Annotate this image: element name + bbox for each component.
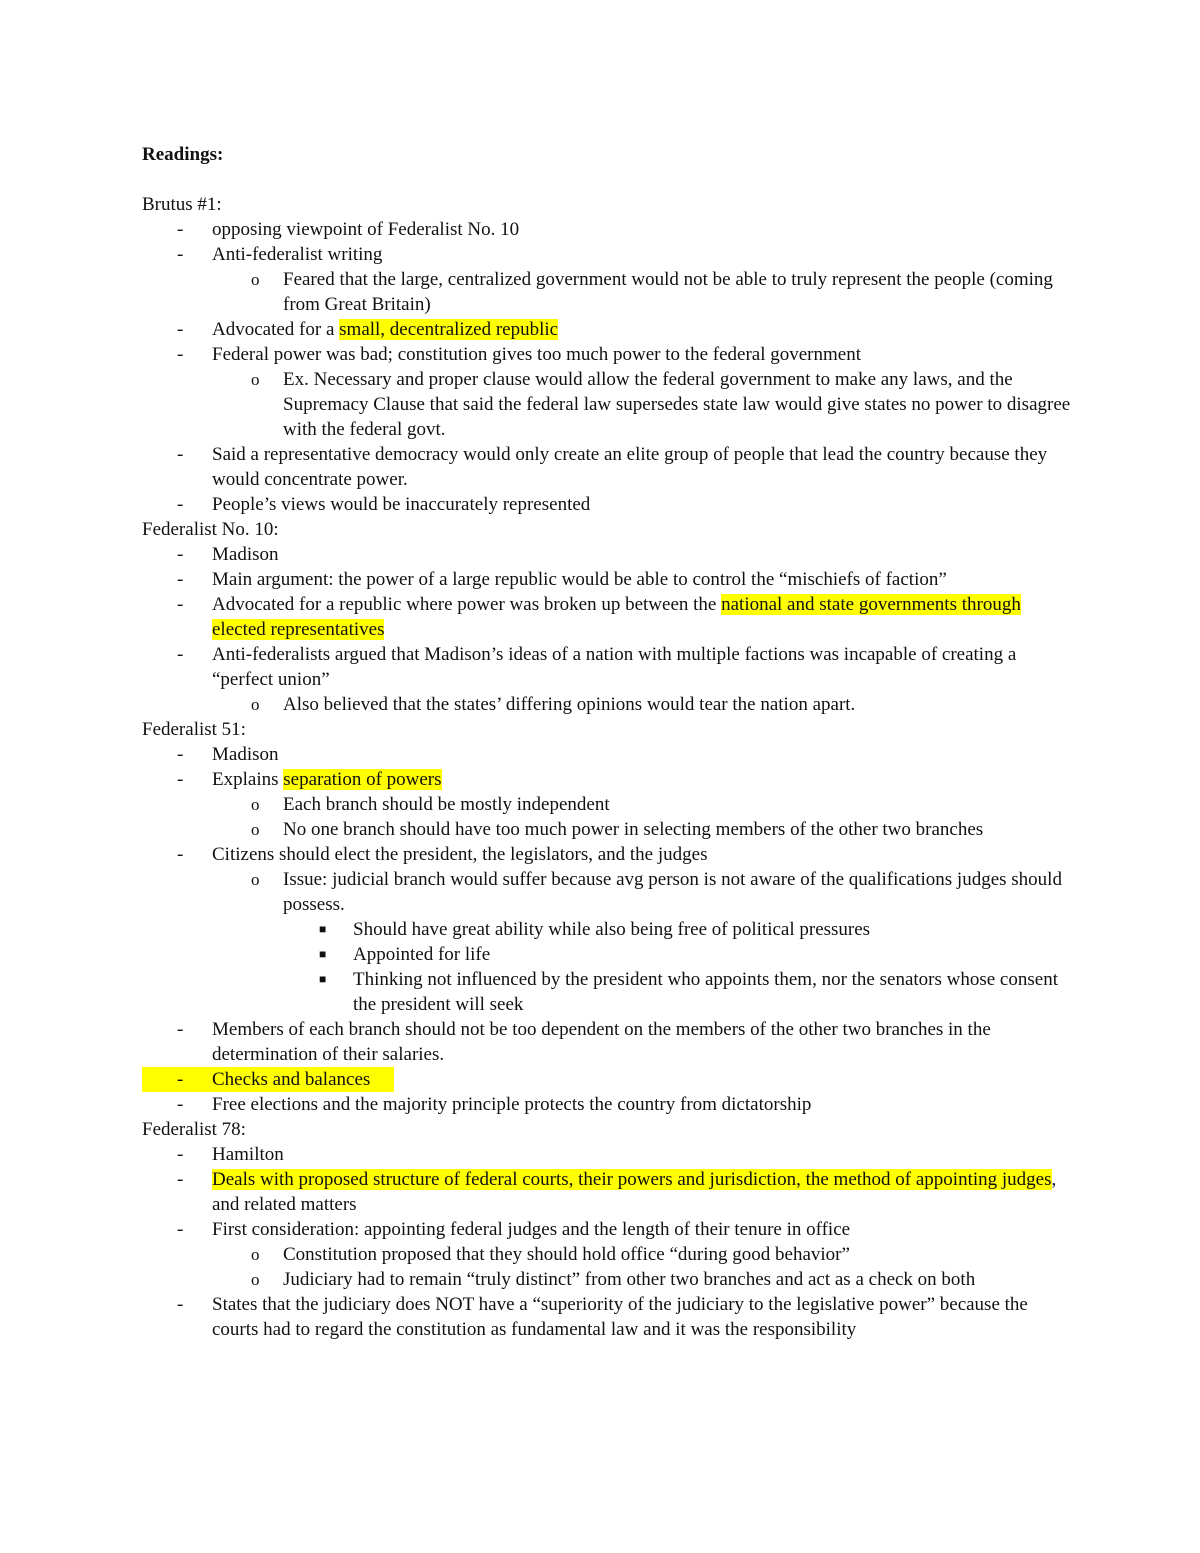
- list-item-text: [283, 269, 1053, 315]
- circle-bullet-icon: o: [251, 695, 260, 714]
- list-item: [142, 1217, 1072, 1242]
- list-item-text: [212, 344, 861, 365]
- list-item: [142, 867, 1072, 917]
- text-run: Advocated for a republic where power was broken up between the: [212, 594, 722, 615]
- dash-bullet-icon: -: [177, 1019, 184, 1040]
- dash-bullet-icon: -: [177, 244, 184, 265]
- text-run: Ex. Necessary and proper clause would allow the federal government to make any laws, and the Supremacy Clause that said the federal law supersedes state law would give states no power to disagree with the federal govt.: [283, 369, 1071, 440]
- circle-bullet-icon: o: [251, 1245, 260, 1264]
- square-bullet-icon: ■: [319, 947, 327, 961]
- dash-bullet-icon: -: [177, 569, 184, 590]
- dash-bullet-icon: -: [177, 769, 184, 790]
- text-run: Anti-federalists argued that Madison’s ideas of a nation with multiple factions was incapable of creating a “perfect union”: [212, 644, 1017, 690]
- text-run: Members of each branch should not be too dependent on the members of the other two branches in the determination of their salaries.: [212, 1019, 991, 1065]
- text-run: Hamilton: [212, 1144, 284, 1165]
- list-item: [142, 1167, 1072, 1217]
- text-run: Also believed that the states’ differing opinions would tear the nation apart.: [283, 694, 856, 715]
- list-item: [142, 267, 1072, 317]
- list-item-text: [283, 1244, 850, 1265]
- highlighted-text: separation of powers: [283, 769, 442, 790]
- list-item: [142, 492, 1072, 517]
- list-item: [142, 917, 1072, 942]
- section-title: Federalist No. 10:: [142, 519, 279, 540]
- list-item: [142, 567, 1072, 592]
- highlighted-text: small, decentralized republic: [339, 319, 559, 340]
- list-item-text: [212, 1019, 991, 1065]
- page-title: Readings:: [142, 144, 224, 165]
- list-item-text: [212, 569, 947, 590]
- list-item-text: [353, 919, 870, 940]
- section-title: Brutus #1:: [142, 194, 222, 215]
- dash-bullet-icon: -: [177, 1094, 184, 1115]
- list-item: [142, 317, 1072, 342]
- highlighted-text: Checks and balances: [212, 1069, 371, 1090]
- text-run: Main argument: the power of a large republic would be able to control the “mischiefs of faction”: [212, 569, 947, 590]
- dash-bullet-icon: -: [177, 544, 184, 565]
- dash-bullet-icon: -: [177, 1144, 184, 1165]
- list-item: [142, 792, 1072, 817]
- list-item: [142, 1242, 1072, 1267]
- list-item-text: [212, 769, 442, 790]
- highlighted-text: national and state governments through elected representatives: [212, 594, 1021, 640]
- list-item-text: [353, 969, 1058, 1015]
- list-item-text: [212, 844, 707, 865]
- list-item-text: [283, 794, 610, 815]
- square-bullet-icon: ■: [319, 922, 327, 936]
- dash-bullet-icon: -: [177, 844, 184, 865]
- list-item-text: [212, 594, 1021, 640]
- list-item: [142, 1092, 1072, 1117]
- list-item-text: [212, 1219, 850, 1240]
- text-run: People’s views would be inaccurately represented: [212, 494, 591, 515]
- list-item-text: [283, 369, 1070, 440]
- list-item-text: [212, 494, 590, 515]
- circle-bullet-icon: o: [251, 1270, 260, 1289]
- text-run: Free elections and the majority principle protects the country from dictatorship: [212, 1094, 812, 1115]
- text-run: Judiciary had to remain “truly distinct” from other two branches and act as a check on both: [283, 1269, 976, 1290]
- list-item: [142, 1292, 1072, 1342]
- circle-bullet-icon: o: [251, 870, 260, 889]
- dash-bullet-icon: -: [177, 594, 184, 615]
- text-run: Madison: [212, 744, 279, 765]
- text-run: Thinking not influenced by the president who appoints them, nor the senators whose consent the president will seek: [353, 969, 1058, 1015]
- list-item: [142, 217, 1072, 242]
- dash-bullet-icon: -: [177, 644, 184, 665]
- list-item: [142, 592, 1072, 642]
- text-run: States that the judiciary does NOT have a “superiority of the judiciary to the legislative power” because the courts had to regard the constitution as fundamental law and it was the responsibility: [212, 1294, 1028, 1340]
- dash-bullet-icon: -: [177, 1294, 184, 1315]
- section: [142, 192, 1072, 517]
- dash-bullet-icon: -: [177, 219, 184, 240]
- section: [142, 717, 1072, 1117]
- list-item-text: [212, 219, 519, 240]
- list-item-text: [212, 544, 279, 565]
- section-title: Federalist 78:: [142, 1119, 246, 1140]
- list-item: [142, 942, 1072, 967]
- text-run: Explains: [212, 769, 284, 790]
- text-run: Federal power was bad; constitution gives too much power to the federal government: [212, 344, 861, 365]
- text-run: opposing viewpoint of Federalist No. 10: [212, 219, 520, 240]
- list-item: [142, 542, 1072, 567]
- text-run: Should have great ability while also being free of political pressures: [353, 919, 871, 940]
- list-item: [142, 1017, 1072, 1067]
- circle-bullet-icon: o: [251, 370, 260, 389]
- list-item: [142, 642, 1072, 692]
- list-item: [142, 367, 1072, 442]
- text-run: Madison: [212, 544, 279, 565]
- list-item-text: [283, 1269, 975, 1290]
- list-item: [142, 692, 1072, 717]
- list-item: [142, 842, 1072, 867]
- list-item: [142, 242, 1072, 267]
- list-item: [142, 1142, 1072, 1167]
- dash-bullet-icon: -: [177, 1169, 184, 1190]
- dash-bullet-icon: -: [177, 444, 184, 465]
- dash-bullet-icon: -: [177, 744, 184, 765]
- text-run: Each branch should be mostly independent: [283, 794, 610, 815]
- list-item-text: [283, 869, 1062, 915]
- text-run: , and related matters: [212, 1169, 1057, 1215]
- text-run: No one branch should have too much power in selecting members of the other two branches: [283, 819, 984, 840]
- list-item-text: [212, 1069, 370, 1090]
- list-item-text: [353, 944, 490, 965]
- text-run: Appointed for life: [353, 944, 491, 965]
- list-item: [142, 817, 1072, 842]
- dash-bullet-icon: -: [177, 1219, 184, 1240]
- text-run: Citizens should elect the president, the legislators, and the judges: [212, 844, 708, 865]
- sections-container: [142, 192, 1072, 1342]
- list-item-text: [283, 694, 855, 715]
- list-item: [142, 1267, 1072, 1292]
- text-run: Feared that the large, centralized government would not be able to truly represent the people (coming from Great Britain): [283, 269, 1053, 315]
- section: [142, 1117, 1072, 1342]
- dash-bullet-icon: -: [177, 494, 184, 515]
- text-run: Issue: judicial branch would suffer because avg person is not aware of the qualifications judges should possess.: [283, 869, 1062, 915]
- square-bullet-icon: ■: [319, 972, 327, 986]
- list-item-text: [212, 644, 1016, 690]
- text-run: Said a representative democracy would only create an elite group of people that lead the country because they would concentrate power.: [212, 444, 1048, 490]
- circle-bullet-icon: o: [251, 820, 260, 839]
- list-item-text: [212, 444, 1047, 490]
- text-run: Advocated for a: [212, 319, 340, 340]
- section-title: Federalist 51:: [142, 719, 246, 740]
- text-run: Anti-federalist writing: [212, 244, 383, 265]
- list-item: [142, 967, 1072, 1017]
- list-item-text: [212, 1094, 811, 1115]
- text-run: First consideration: appointing federal judges and the length of their tenure in office: [212, 1219, 851, 1240]
- list-item: [142, 442, 1072, 492]
- dash-bullet-icon: -: [177, 1069, 184, 1090]
- list-item-text: [212, 244, 382, 265]
- list-item-text: [283, 819, 983, 840]
- dash-bullet-icon: -: [177, 344, 184, 365]
- highlighted-text: Deals with proposed structure of federal courts, their powers and jurisdiction, the method of appointing judges: [212, 1169, 1052, 1190]
- text-run: Constitution proposed that they should hold office “during good behavior”: [283, 1244, 850, 1265]
- section: [142, 517, 1072, 717]
- list-item: [142, 742, 1072, 767]
- list-item-text: [212, 744, 279, 765]
- list-item-text: [212, 1144, 284, 1165]
- circle-bullet-icon: o: [251, 270, 260, 289]
- list-item: [142, 342, 1072, 367]
- dash-bullet-icon: -: [177, 319, 184, 340]
- list-item: [142, 1067, 1072, 1092]
- list-item-text: [212, 1294, 1028, 1340]
- circle-bullet-icon: o: [251, 795, 260, 814]
- list-item-text: [212, 319, 558, 340]
- list-item: [142, 767, 1072, 792]
- list-item-text: [212, 1169, 1056, 1215]
- document-page: [142, 142, 1072, 1342]
